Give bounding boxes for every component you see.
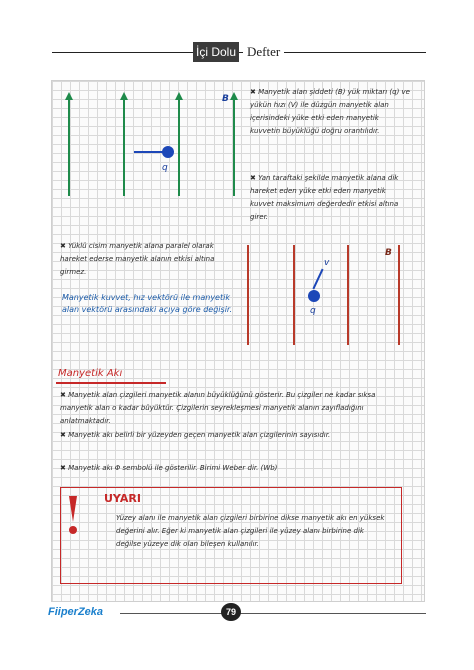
note-field-density: ✖ Manyetik alan çizgileri manyetik alanın büyüklüğünü gösterir. Bu çizgiler ne kadar sıksa manyetik alan o kadar büyüktür. Çizgilerin seyrekleşmesi manyetik alanın zayıfladığını anlatmaktadır.	[60, 391, 376, 425]
note-flux-definition: ✖ Manyetik akı belirli bir yüzeyden geçen manyetik alan çizgilerinin sayısıdır.	[60, 431, 331, 439]
note-max-force: ✖ Yan taraftaki şekilde manyetik alana dik hareket eden yüke etki eden manyetik kuvvet maksimum değerdedir etkisi altına girer.	[250, 174, 399, 221]
brand-badge: İçi Dolu	[193, 42, 239, 62]
arrow-up-icon	[230, 92, 238, 100]
b-field-label: B	[222, 94, 229, 104]
field-line	[233, 96, 235, 196]
field-line	[293, 245, 295, 345]
heading-underline	[56, 382, 166, 384]
velocity-label: v	[324, 258, 330, 268]
header-rule	[52, 52, 426, 53]
b-field-label: B	[385, 248, 392, 258]
field-line	[68, 96, 70, 196]
page-header	[0, 38, 474, 68]
warning-text: Yüzey alanı ile manyetik alan çizgileri birbirine dikse manyetik akı en yüksek değerini alır. Eğer ki manyetik alan çizgileri ile yüzey alanı birbirine dik değilse yüzeye dik olan bileşen kullanılır.	[116, 514, 385, 548]
arrow-up-icon	[120, 92, 128, 100]
field-line	[178, 96, 180, 196]
charge-dot	[308, 290, 320, 302]
section-heading-flux: Manyetik Akı	[58, 368, 123, 379]
velocity-vector-icon	[134, 151, 164, 153]
note-parallel-motion: ✖ Yüklü cisim manyetik alana paralel olarak hareket ederse manyetik alanın etkisi altına girmez.	[60, 242, 215, 276]
arrow-up-icon	[65, 92, 73, 100]
charge-dot	[162, 146, 174, 158]
warning-icon	[66, 496, 80, 534]
charge-label: q	[162, 163, 168, 173]
arrow-up-icon	[175, 92, 183, 100]
charge-label: q	[310, 306, 316, 316]
page-number: 79	[221, 603, 241, 621]
footer-rule	[120, 613, 426, 614]
notebook-title: Defter	[243, 42, 284, 62]
field-line	[398, 245, 400, 345]
field-line	[247, 245, 249, 345]
publisher-logo: FiiperZeka	[48, 606, 104, 618]
warning-title: UYARI	[104, 492, 141, 505]
note-force-proportional: ✖ Manyetik alan şiddeti (B) yük miktarı (q) ve yükün hızı (V) ile düzgün manyetik alan içerisindeki yüke etki eden manyetik kuvvetin büyüklüğü doğru orantılıdır.	[250, 88, 410, 135]
field-line	[123, 96, 125, 196]
note-flux-unit: ✖ Manyetik akı Φ sembolü ile gösterilir. Birimi Weber dir. (Wb)	[60, 464, 278, 472]
field-line	[347, 245, 349, 345]
note-force-angle: Manyetik kuvvet, hız vektörü ile manyetik alan vektörü arasındaki açıya göre değişir.	[62, 293, 233, 314]
